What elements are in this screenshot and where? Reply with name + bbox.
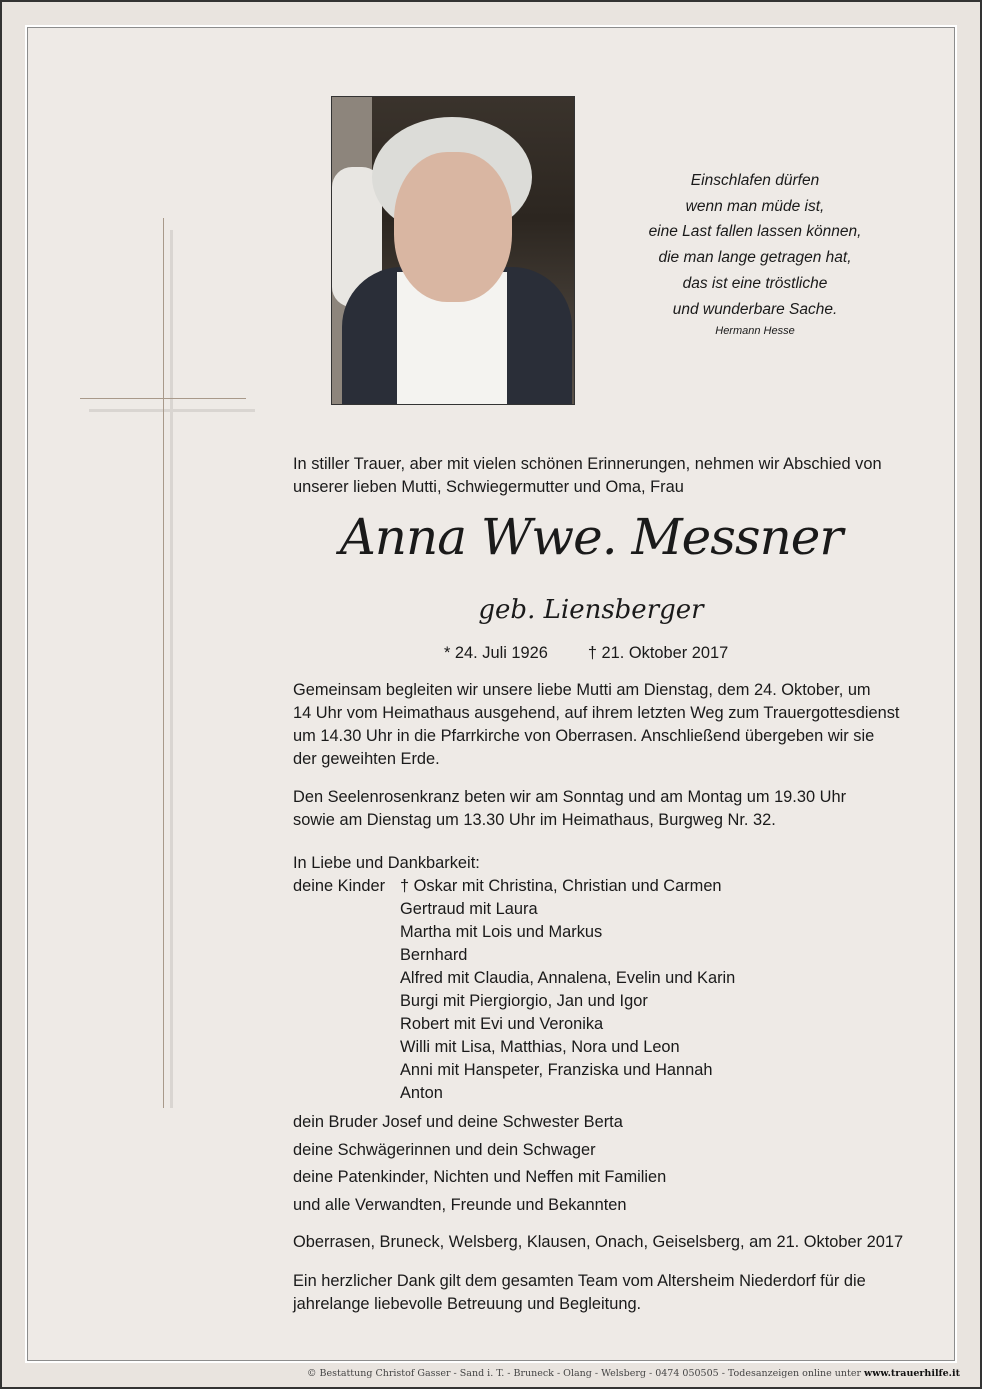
life-dates — [444, 644, 768, 663]
quote-line: wenn man müde ist, — [685, 197, 825, 215]
list-item: Willi mit Lisa, Matthias, Nora und Leon — [400, 1038, 680, 1056]
list-item: Martha mit Lois und Markus — [400, 923, 603, 941]
relatives-list: dein Bruder Josef und deine Schwester Berta deine Schwägerinnen und dein Schwager deine Patenkinder, Nichten und Neffen mit Familien und alle Verwandten, Freunde und Bekannten — [293, 1113, 667, 1215]
mourners-intro: In Liebe und Dankbarkeit: — [293, 854, 480, 872]
quote — [630, 168, 880, 340]
footer: © Bestattung Christof Gasser - Sand i. T. - Bruneck - Olang - Welsberg - 0474 050505 - Todesanzeigen online unter www.trauerhilfe.it — [307, 1368, 960, 1379]
list-item: Alfred mit Claudia, Annalena, Evelin und Karin — [400, 969, 736, 987]
list-item: Bernhard — [400, 946, 468, 964]
quote-author: Hermann Hesse — [715, 325, 795, 338]
place-date: Oberrasen, Bruneck, Welsberg, Klausen, Onach, Geiselsberg, am 21. Oktober 2017 — [293, 1233, 904, 1251]
rosary-text: Den Seelenrosenkranz beten wir am Sonntag und am Montag um 19.30 Uhr sowie am Dienstag um 13.30 Uhr im Heimathaus, Burgweg Nr. 32. — [293, 788, 847, 829]
list-item: † Oskar mit Christina, Christian und Carmen — [400, 877, 722, 895]
kids-label: deine Kinder — [293, 877, 386, 895]
funeral-text: Gemeinsam begleiten wir unsere liebe Mutti am Dienstag, dem 24. Oktober, um 14 Uhr vom Heimathaus ausgehend, auf ihrem letzten Weg zum Trauergottesdienst um 14.30 Uhr in die Pfarrkirche von Oberrasen. Anschließend übergeben wir sie der geweihten Erde. — [293, 681, 900, 768]
quote-line: Einschlafen dürfen — [690, 172, 820, 189]
list-item: Gertraud mit Laura — [400, 900, 538, 918]
list-item: Robert mit Evi und Veronika — [400, 1015, 604, 1033]
portrait-photo — [331, 96, 575, 405]
footer-link[interactable]: www.trauerhilfe.it — [864, 1368, 960, 1379]
list-item: Anton — [400, 1084, 443, 1102]
birth-name: geb. Liensberger — [478, 595, 704, 625]
death-date: † 21. Oktober 2017 — [587, 644, 729, 662]
quote-line: das ist eine tröstliche — [682, 274, 828, 292]
list-item: Anni mit Hanspeter, Franziska und Hannah — [400, 1061, 713, 1079]
quote-line: die man lange getragen hat, — [658, 249, 852, 267]
quote-line: und wunderbare Sache. — [672, 300, 838, 318]
thanks-text: Ein herzlicher Dank gilt dem gesamten Team vom Altersheim Niederdorf für die jahrelange liebevolle Betreuung und Begleitung. — [293, 1272, 866, 1313]
quote-line: eine Last fallen lassen können, — [648, 223, 862, 241]
list-item: Burgi mit Piergiorgio, Jan und Igor — [400, 992, 648, 1010]
birth-date: * 24. Juli 1926 — [444, 644, 548, 662]
kids-list — [400, 875, 735, 1105]
deceased-name: Anna Wwe. Messner — [339, 508, 843, 566]
intro-text: In stiller Trauer, aber mit vielen schönen Erinnerungen, nehmen wir Abschied von unserer lieben Mutti, Schwiegermutter und Oma, Frau — [293, 455, 882, 496]
